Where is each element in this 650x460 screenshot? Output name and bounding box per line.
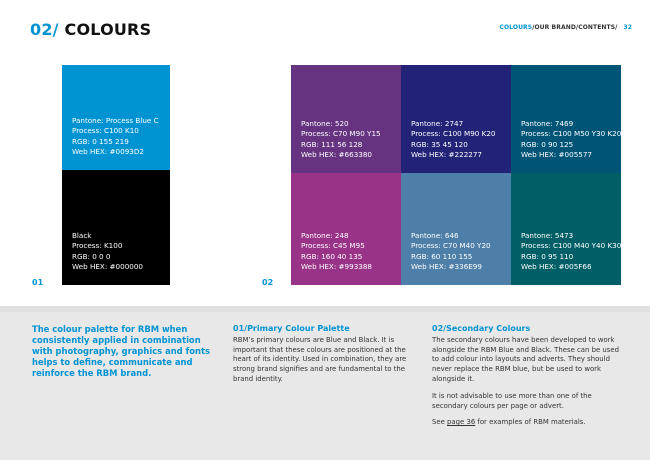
swatch-process: Process: C100 M40 Y40 K30	[521, 241, 622, 251]
swatch-pantone-248	[291, 173, 401, 285]
section-title: COLOURS	[64, 20, 152, 39]
swatch-rgb: RGB: 0 90 125	[521, 139, 574, 149]
swatch-hex: Web HEX: #663380	[301, 150, 372, 160]
swatch-info	[301, 119, 381, 161]
swatch-info	[521, 231, 621, 273]
heading-title: Primary Colour Palette	[247, 324, 350, 333]
secondary-colours-heading	[432, 324, 622, 334]
heading-number: 01/	[233, 324, 248, 333]
swatch-pantone: Pantone: 520	[301, 118, 349, 128]
swatch-info	[521, 119, 621, 161]
swatch-pantone: Pantone: 248	[301, 230, 349, 240]
swatch-pantone-5473	[511, 173, 621, 285]
breadcrumb	[499, 24, 632, 31]
swatch-rgb: RGB: 160 40 135	[301, 251, 363, 261]
text-before-link: See	[432, 418, 448, 427]
swatch-hex: Web HEX: #005F66	[521, 262, 592, 272]
page-title	[30, 20, 151, 39]
swatch-hex: Web HEX: #000000	[72, 262, 143, 272]
text-after-link: for examples of RBM materials.	[475, 418, 586, 427]
swatch-pantone: Pantone: 5473	[521, 230, 574, 240]
secondary-body-2: It is not advisable to use more than one of the secondary colours per page or advert.	[432, 391, 592, 410]
page-36-link[interactable]: page 36	[447, 418, 476, 427]
swatch-pantone: Pantone: Process Blue C	[72, 115, 159, 125]
swatch-process-blue	[62, 65, 170, 170]
swatch-process: Process: C100 M50 Y30 K20	[521, 129, 622, 139]
swatch-pantone-2747	[401, 65, 511, 173]
swatch-pantone-646	[401, 173, 511, 285]
swatch-pantone: Pantone: 646	[411, 230, 459, 240]
swatch-pantone: Pantone: 7469	[521, 118, 574, 128]
primary-palette-heading	[233, 324, 418, 334]
swatch-info	[301, 231, 372, 273]
swatch-hex: Web HEX: #222277	[411, 150, 482, 160]
swatch-rgb: RGB: 0 155 219	[72, 136, 129, 146]
swatch-pantone-7469	[511, 65, 621, 173]
heading-title: Secondary Colours	[446, 324, 531, 333]
swatch-rgb: RGB: 35 45 120	[411, 139, 468, 149]
swatch-process: Process: C70 M40 Y20	[411, 241, 491, 251]
swatch-info	[411, 231, 491, 273]
swatch-info	[72, 116, 159, 158]
swatch-rgb: RGB: 111 56 128	[301, 139, 363, 149]
swatch-rgb: RGB: 0 95 110	[521, 251, 574, 261]
primary-palette-column	[233, 324, 418, 392]
swatch-hex: Web HEX: #336E99	[411, 262, 482, 272]
intro-text: The colour palette for RBM when consistently applied in combination with photography, graphics and fonts helps to define, communicate and reinforce the RBM brand.	[32, 324, 210, 378]
primary-palette-body: RBM’s primary colours are Blue and Black. It is important that these colours are positioned at the heart of its identity. Used in combination, they are strong brand signifies and are fundamental to the brand identity.	[233, 335, 407, 383]
secondary-body-3	[432, 418, 622, 428]
swatch-info	[411, 119, 495, 161]
secondary-body-1: The secondary colours have been developed to work alongside the RBM Blue and Black. These can be used to add colour into layouts and adverts. They should never replace the RBM blue, but be used to work alongside it.	[432, 335, 619, 383]
swatch-pantone-520	[291, 65, 401, 173]
section-number: 02/	[30, 20, 59, 39]
swatch-hex: Web HEX: #993388	[301, 262, 372, 272]
panel-divider	[0, 306, 650, 312]
swatch-black	[62, 170, 170, 285]
swatch-pantone: Pantone: 2747	[411, 118, 464, 128]
swatch-rgb: RGB: 60 110 155	[411, 251, 473, 261]
swatch-pantone: Black	[72, 230, 92, 240]
breadcrumb-trail[interactable]: /OUR BRAND/CONTENTS/	[532, 24, 618, 31]
secondary-colours-column	[432, 324, 622, 435]
page-number: 32	[623, 24, 632, 31]
breadcrumb-current[interactable]: COLOURS	[499, 24, 533, 31]
swatch-process: Process: C100 M90 K20	[411, 129, 496, 139]
swatch-process: Process: C70 M90 Y15	[301, 129, 381, 139]
swatch-process: Process: C45 M95	[301, 241, 365, 251]
swatch-hex: Web HEX: #005577	[521, 150, 592, 160]
swatch-rgb: RGB: 0 0 0	[72, 251, 111, 261]
heading-number: 02/	[432, 324, 447, 333]
swatch-process: Process: C100 K10	[72, 126, 139, 136]
swatch-info	[72, 231, 143, 273]
secondary-label: 02	[262, 278, 274, 287]
description-panel	[0, 306, 650, 460]
swatch-process: Process: K100	[72, 241, 123, 251]
swatch-hex: Web HEX: #0093D2	[72, 147, 144, 157]
primary-label: 01	[32, 278, 44, 287]
